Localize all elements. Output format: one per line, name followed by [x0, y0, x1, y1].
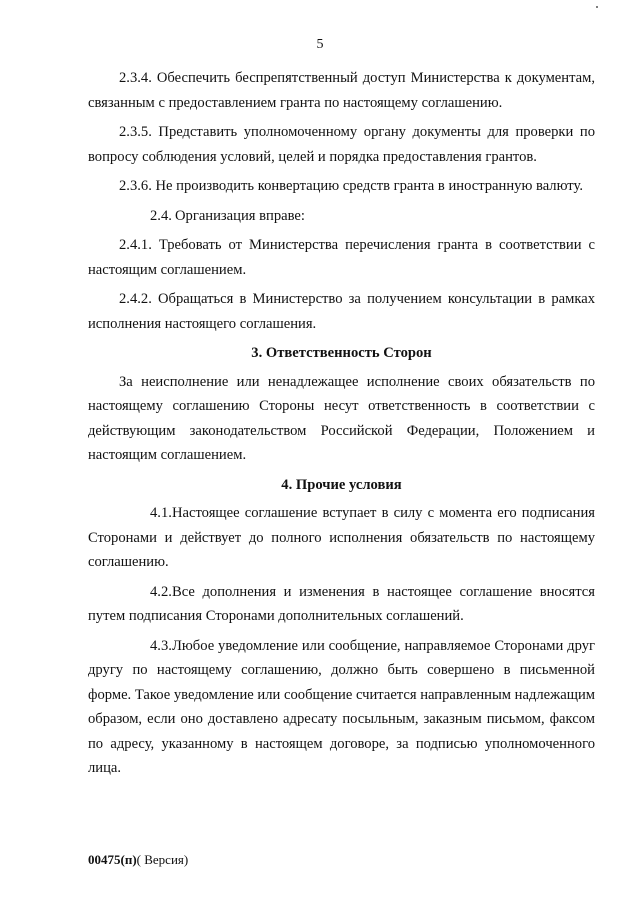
document-footer: [88, 852, 188, 868]
clause-4-2: [88, 580, 595, 629]
clause-number: 2.3.5.: [119, 124, 152, 140]
clause-text: Обеспечить беспрепятственный доступ Министерства к документам, связанным с предоставлением гранта по настоящему соглашению.: [88, 70, 596, 111]
section-3-text: За неисполнение или ненадлежащее исполнение своих обязательств по настоящему соглашению Стороны несут ответственность в соответствии с действующим законодательством Российской Федерации, Положением и настоящим соглашением.: [88, 373, 595, 463]
clause-2-3-4: [88, 66, 595, 115]
clause-number: 2.3.4.: [119, 70, 152, 86]
clause-text: Организация вправе:: [175, 207, 305, 224]
clause-number: 4.2.: [150, 583, 172, 600]
clause-4-3: [88, 634, 595, 781]
clause-text: Требовать от Министерства перечисления гранта в соответствии с настоящим соглашением.: [88, 237, 595, 278]
section-3-heading: 3. Ответственность Сторон: [251, 345, 432, 361]
clause-2-4-1: [88, 233, 595, 282]
clause-2-4: [88, 204, 595, 229]
clause-4-1: [88, 501, 595, 575]
clause-number: 2.3.6.: [119, 178, 152, 194]
clause-number: 4.1.: [150, 505, 172, 521]
clause-number: 4.3.: [150, 637, 172, 654]
page-number: 5: [316, 37, 324, 52]
clause-text: Настоящее соглашение вступает в силу с момента его подписания Сторонами и действует до полного исполнения обязательств по настоящему соглашению.: [88, 505, 595, 570]
clause-2-3-6: [88, 174, 595, 199]
clause-number: 2.4.2.: [119, 291, 152, 307]
document-version: ( Версия): [136, 852, 189, 867]
document-code: 00475(п): [88, 852, 137, 867]
scan-speck: [596, 6, 598, 8]
clause-number: 2.4.: [150, 207, 172, 224]
clause-text: Любое уведомление или сообщение, направляемое Сторонами друг другу по настоящему соглашению, должно быть совершено в письменной форме. Такое уведомление или сообщение считается направленным надлежащим образом, если оно доставлено адресату посыльным, заказным письмом, факсом по адресу, указанному в настоящем договоре, за подписью уполномоченного лица.: [88, 637, 595, 776]
clause-text: Представить уполномоченному органу документы для проверки по вопросу соблюдения условий, целей и порядка предоставления грантов.: [88, 124, 595, 165]
clause-text: Не производить конвертацию средств гранта в иностранную валюту.: [155, 178, 583, 194]
document-body: [88, 66, 595, 786]
clause-2-4-2: [88, 287, 595, 336]
clause-number: 2.4.1.: [119, 237, 152, 253]
clause-2-3-5: [88, 120, 595, 169]
clause-text: Все дополнения и изменения в настоящее соглашение вносятся путем подписания Сторонами дополнительных соглашений.: [88, 583, 595, 624]
clause-text: Обращаться в Министерство за получением консультации в рамках исполнения настоящего соглашения.: [88, 291, 595, 332]
section-4-heading: 4. Прочие условия: [281, 476, 402, 493]
